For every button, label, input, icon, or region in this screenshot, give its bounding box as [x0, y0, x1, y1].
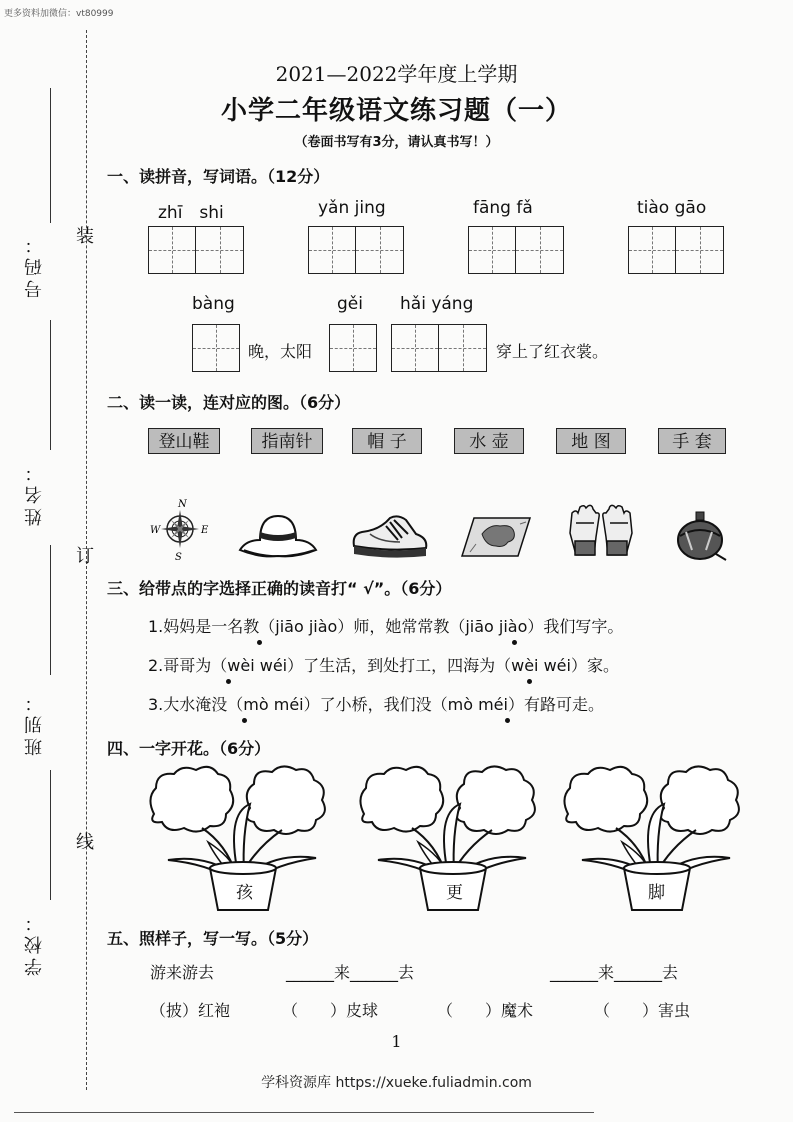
- emphasis-dot: [527, 679, 532, 684]
- sentence-part-2: 穿上了红衣裳。: [496, 342, 609, 361]
- section-5-title: 五、照样子，写一写。（5分）: [107, 929, 319, 948]
- name-rule: [50, 770, 51, 900]
- word-box-map[interactable]: 地 图: [556, 428, 626, 454]
- exam-year: 2021—2022学年度上学期: [275, 62, 518, 86]
- emphasis-dot: [226, 679, 231, 684]
- word-box-compass[interactable]: 指南针: [251, 428, 323, 454]
- writing-grid[interactable]: [391, 324, 487, 372]
- writing-grid[interactable]: [148, 226, 244, 274]
- emphasis-dot: [242, 718, 247, 723]
- binding-char-zhuang: 装: [76, 226, 94, 247]
- hat-icon[interactable]: [236, 510, 320, 560]
- compass-label-s: S: [175, 552, 182, 562]
- pot-char-2: 更: [446, 883, 463, 903]
- word-box-gloves[interactable]: 手 套: [658, 428, 726, 454]
- hiking-shoe-icon[interactable]: [350, 510, 430, 560]
- section-2-title: 二、读一读，连对应的图。（6分）: [107, 393, 351, 412]
- pinyin-5: bàng: [192, 294, 235, 314]
- pinyin-1: zhī shi: [158, 203, 224, 223]
- pinyin-2: yǎn jing: [318, 198, 386, 218]
- blank-pattern-1[interactable]: ______来______去: [286, 963, 415, 982]
- name-rule: [50, 545, 51, 675]
- emphasis-dot: [505, 718, 510, 723]
- sentence-part-1: 晚，太阳: [248, 342, 313, 361]
- writing-grid[interactable]: [468, 226, 564, 274]
- name-rule: [50, 320, 51, 450]
- question-line-2: 2.哥哥为（wèi wéi）了生活，到处打工，四海为（wèi wéi）家。: [148, 656, 619, 675]
- footer-source: 学科资源库 https://xueke.fuliadmin.com: [261, 1075, 532, 1091]
- page-number: 1: [391, 1032, 402, 1051]
- section-1-title: 一、读拼音，写词语。（12分）: [107, 167, 330, 186]
- pot-char-1: 孩: [236, 883, 253, 903]
- word-box-kettle[interactable]: 水 壶: [454, 428, 524, 454]
- emphasis-dot: [512, 640, 517, 645]
- pinyin-6: gěi: [337, 294, 363, 314]
- word-box-hiking-shoes[interactable]: 登山鞋: [148, 428, 220, 454]
- map-icon[interactable]: [460, 514, 532, 560]
- question-line-3: 3.大水淹没（mò méi）了小桥，我们没（mò méi）有路可走。: [148, 695, 604, 714]
- writing-grid[interactable]: [192, 324, 240, 372]
- question-line-1: 1.妈妈是一名教（jiāo jiào）师，她常常教（jiāo jiào）我们写字。: [148, 617, 624, 636]
- gloves-icon[interactable]: [566, 503, 640, 561]
- compass-label-e: E: [201, 525, 209, 536]
- phrase-blank-3[interactable]: （ ）害虫: [594, 1001, 691, 1020]
- word-box-hat[interactable]: 帽 子: [352, 428, 422, 454]
- example-word: 游来游去: [150, 963, 215, 982]
- phrase-example: （披）红袍: [150, 1001, 231, 1020]
- watermark: 更多资料加微信：vt80999: [4, 9, 114, 19]
- bottom-rule: [14, 1112, 594, 1113]
- page-title: 小学二年级语文练习题（一）: [220, 96, 572, 126]
- pinyin-4: tiào gāo: [637, 198, 707, 218]
- writing-grid[interactable]: [628, 226, 724, 274]
- binding-char-ding: 订: [76, 546, 94, 567]
- blank-pattern-2[interactable]: ______来______去: [550, 963, 679, 982]
- compass-icon[interactable]: [148, 496, 212, 562]
- compass-label-w: W: [150, 525, 161, 536]
- kettle-icon[interactable]: [672, 510, 728, 562]
- phrase-blank-2[interactable]: （ ）魔术: [437, 1001, 534, 1020]
- section-3-title: 三、给带点的字选择正确的读音打“ √”。（6分）: [107, 579, 452, 598]
- section-4-title: 四、一字开花。（6分）: [107, 739, 271, 758]
- binding-char-xian: 线: [76, 832, 94, 853]
- label-number: 号码：: [24, 232, 45, 298]
- label-name: 姓名：: [24, 460, 45, 526]
- label-school: 学校：: [24, 910, 45, 976]
- pinyin-3: fāng fǎ: [473, 198, 533, 218]
- phrase-blank-1[interactable]: （ ）皮球: [282, 1001, 379, 1020]
- compass-label-n: N: [178, 499, 187, 510]
- writing-grid[interactable]: [308, 226, 404, 274]
- title-note: （卷面书写有3分，请认真书写！）: [294, 135, 499, 150]
- emphasis-dot: [257, 640, 262, 645]
- pinyin-7: hǎi yáng: [400, 294, 474, 314]
- pot-char-3: 脚: [648, 883, 665, 903]
- writing-grid[interactable]: [329, 324, 377, 372]
- label-class: 班别：: [24, 690, 45, 756]
